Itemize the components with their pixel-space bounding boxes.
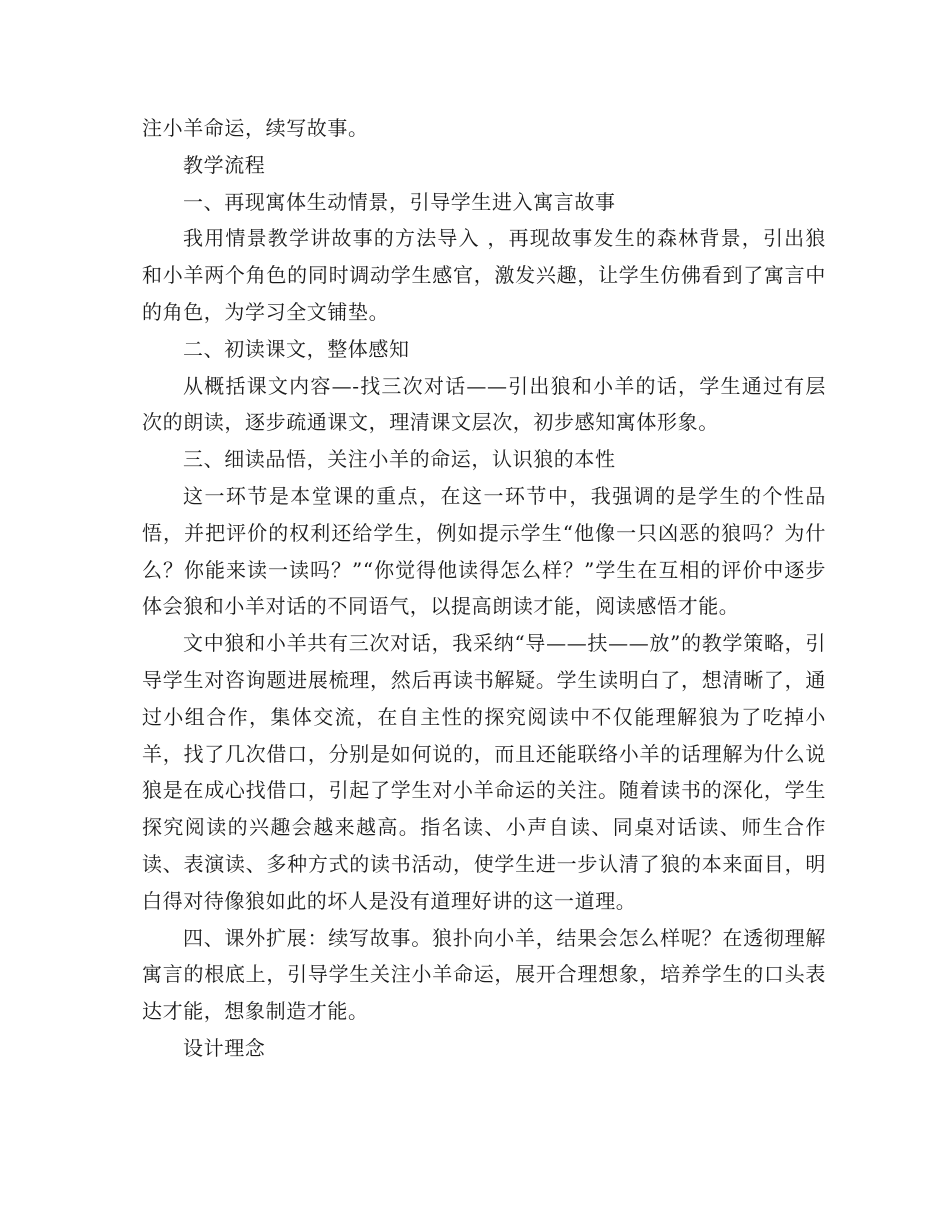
paragraph-continuation: 注小羊命运，续写故事。 [142,116,369,140]
section-heading-design-concept: 设计理念 [183,1035,266,1060]
paragraph-step-one: 我用情景教学讲故事的方法导入 ，再现故事发生的森林背景，引出狼和小羊两个角色的同时调动学生感官，激发兴趣，让学生仿佛看到了寓言中的角色，为学习全文铺垫。 [142,226,826,324]
paragraph-step-two: 从概括课文内容—-找三次对话——引出狼和小羊的话，学生通过有层次的朗读，逐步疏通课文，理清课文层次，初步感知寓体形象。 [142,373,826,435]
section-heading-step-three: 三、细读品悟，关注小羊的命运，认识狼的本性 [183,447,616,472]
paragraph-step-three-b: 文中狼和小羊共有三次对话，我采纳“导——扶——放”的教学策略，引导学生对咨询题进展梳理，然后再读书解疑。学生读明白了，想清晰了，通过小组合作，集体交流，在自主性的探究阅读中不仅能理解狼为了吃掉小羊，找了几次借口，分别是如何说的，而且还能联络小羊的话理解为什么说狼是在成心找借口，引起了学生对小羊命运的关注。随着读书的深化，学生探究阅读的兴趣会越来越高。指名读、小声自读、同桌对话读、师生合作读、表演读、多种方式的读书活动，使学生进一步认清了狼的本来面目，明白得对待像狼如此的坏人是没有道理好讲的这一道理。 [142,631,826,913]
section-heading-step-two: 二、初读课文，整体感知 [183,336,410,361]
section-heading-step-one: 一、再现寓体生动情景，引导学生进入寓言故事 [183,189,616,214]
paragraph-step-four: 四、课外扩展：续写故事。狼扑向小羊，结果会怎么样呢？在透彻理解寓言的根底上，引导学生关注小羊命运，展开合理想象，培养学生的口头表达才能，想象制造才能。 [142,925,826,1024]
section-heading-teaching-process: 教学流程 [183,152,266,177]
paragraph-step-three-a: 这一环节是本堂课的重点，在这一环节中，我强调的是学生的个性品悟，并把评价的权利还给学生，例如提示学生“他像一只凶恶的狼吗？为什么？你能来读一读吗？”“你觉得他读得怎么样？”学生在互相的评价中逐步体会狼和小羊对话的不同语气，以提高朗读才能，阅读感悟才能。 [142,483,826,619]
document-body [142,110,826,1067]
